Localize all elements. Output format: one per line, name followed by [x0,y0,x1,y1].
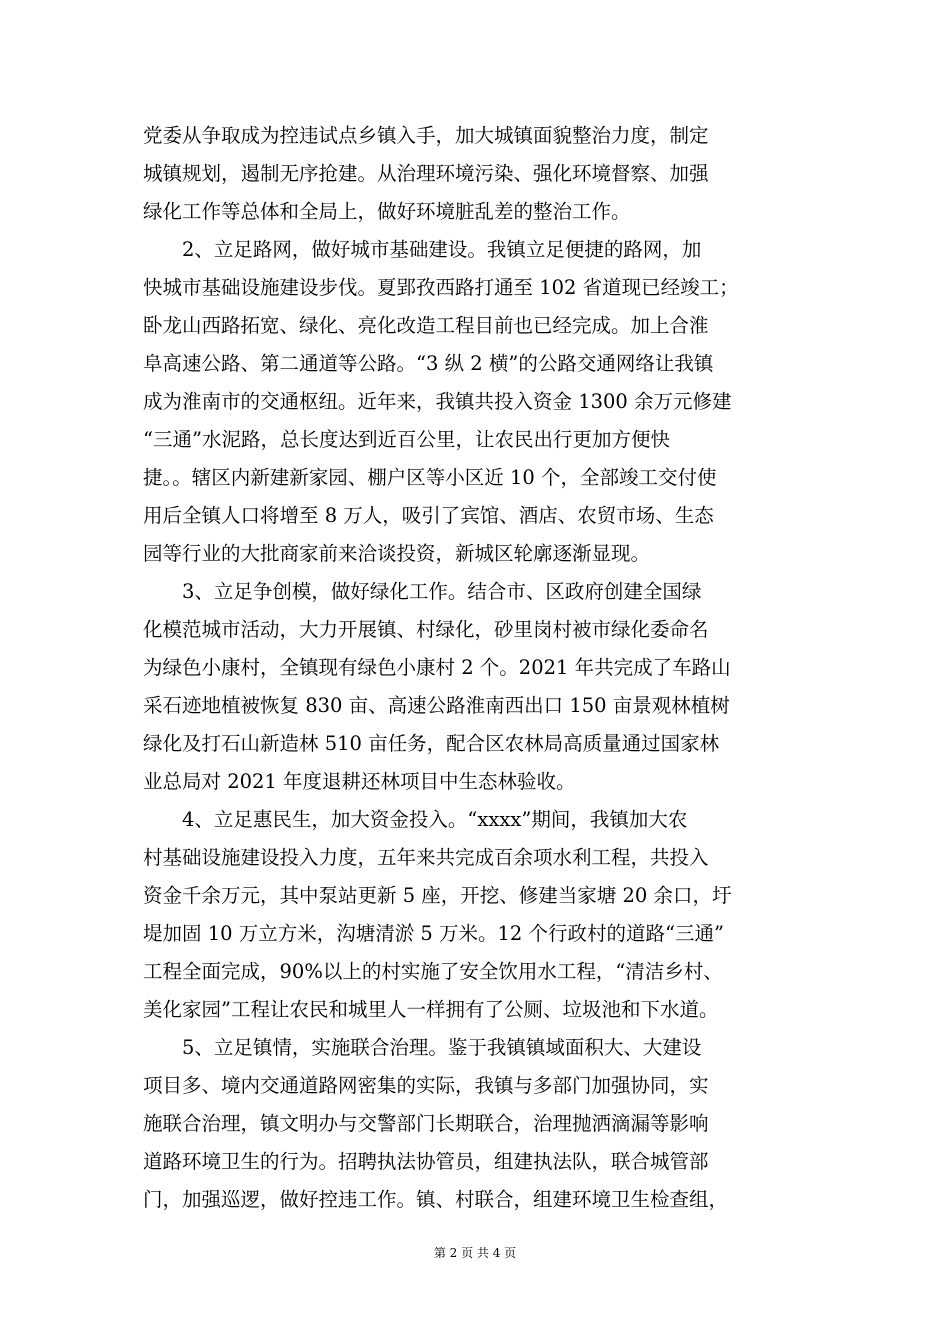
body-text-line: 村基础设施建设投入力度，五年来共完成百余项水利工程，共投入 [143,846,709,869]
body-text-line: 门，加强巡逻，做好控违工作。镇、村联合，组建环境卫生检查组， [143,1188,729,1211]
body-text-line: 绿化工作等总体和全局上，做好环境脏乱差的整治工作。 [143,200,631,223]
body-text-line: 堤加固 10 万立方米，沟塘清淤 5 万米。12 个行政村的道路“三通” [143,922,724,945]
body-text-line: 卧龙山西路拓宽、绿化、亮化改造工程目前也已经完成。加上合淮 [143,314,709,337]
paragraph-start-line: 5、立足镇情，实施联合治理。鉴于我镇镇域面积大、大建设 [182,1036,702,1059]
page-number-footer: 第 2 页 共 4 页 [433,1246,517,1260]
body-text-line: 化模范城市活动，大力开展镇、村绿化，砂里岗村被市绿化委命名 [143,618,709,641]
paragraph-start-line: 4、立足惠民生，加大资金投入。“xxxx”期间，我镇加大农 [182,808,688,831]
body-text-line: 绿化及打石山新造林 510 亩任务，配合区农林局高质量通过国家林 [143,732,720,755]
body-text-line: 快城市基础设施建设步伐。夏郢孜西路打通至 102 省道现已经竣工； [143,276,739,299]
body-text-line: 园等行业的大批商家前来洽谈投资，新城区轮廓逐渐显现。 [143,542,651,565]
paragraph-start-line: 3、立足争创模，做好绿化工作。结合市、区政府创建全国绿 [182,580,702,603]
body-text-line: 业总局对 2021 年度退耕还林项目中生态林验收。 [143,770,576,793]
body-text-line: 施联合治理，镇文明办与交警部门长期联合，治理抛洒滴漏等影响 [143,1112,709,1135]
body-text-line: 美化家园”工程让农民和城里人一样拥有了公厕、垃圾池和下水道。 [143,998,719,1021]
body-text-line: 工程全面完成，90%以上的村实施了安全饮用水工程，“清洁乡村、 [143,960,723,983]
body-text-line: 道路环境卫生的行为。招聘执法协管员，组建执法队，联合城管部 [143,1150,709,1173]
body-text-line: 项目多、境内交通道路网密集的实际，我镇与多部门加强协同，实 [143,1074,709,1097]
body-text-line: 成为淮南市的交通枢纽。近年来，我镇共投入资金 1300 余万元修建 [143,390,732,413]
body-text-line: 城镇规划，遏制无序抢建。从治理环境污染、强化环境督察、加强 [143,162,709,185]
body-text-line: 阜高速公路、第二通道等公路。“3 纵 2 横”的公路交通网络让我镇 [143,352,714,375]
body-text-line: 为绿色小康村，全镇现有绿色小康村 2 个。2021 年共完成了车路山 [143,656,731,679]
body-text-line: 党委从争取成为控违试点乡镇入手，加大城镇面貌整治力度，制定 [143,124,709,147]
body-text-line: 资金千余万元，其中泵站更新 5 座，开挖、修建当家塘 20 余口，圩 [143,884,732,907]
body-text-line: “三通”水泥路，总长度达到近百公里，让农民出行更加方便快 [143,428,670,451]
body-text-line: 用后全镇人口将增至 8 万人，吸引了宾馆、酒店、农贸市场、生态 [143,504,714,527]
body-text-line: 捷。。辖区内新建新家园、棚户区等小区近 10 个，全部竣工交付使 [143,466,717,489]
body-text-line: 采石迹地植被恢复 830 亩、高速公路淮南西出口 150 亩景观林植树 [143,694,730,717]
paragraph-start-line: 2、立足路网，做好城市基础建设。我镇立足便捷的路网，加 [182,238,702,261]
